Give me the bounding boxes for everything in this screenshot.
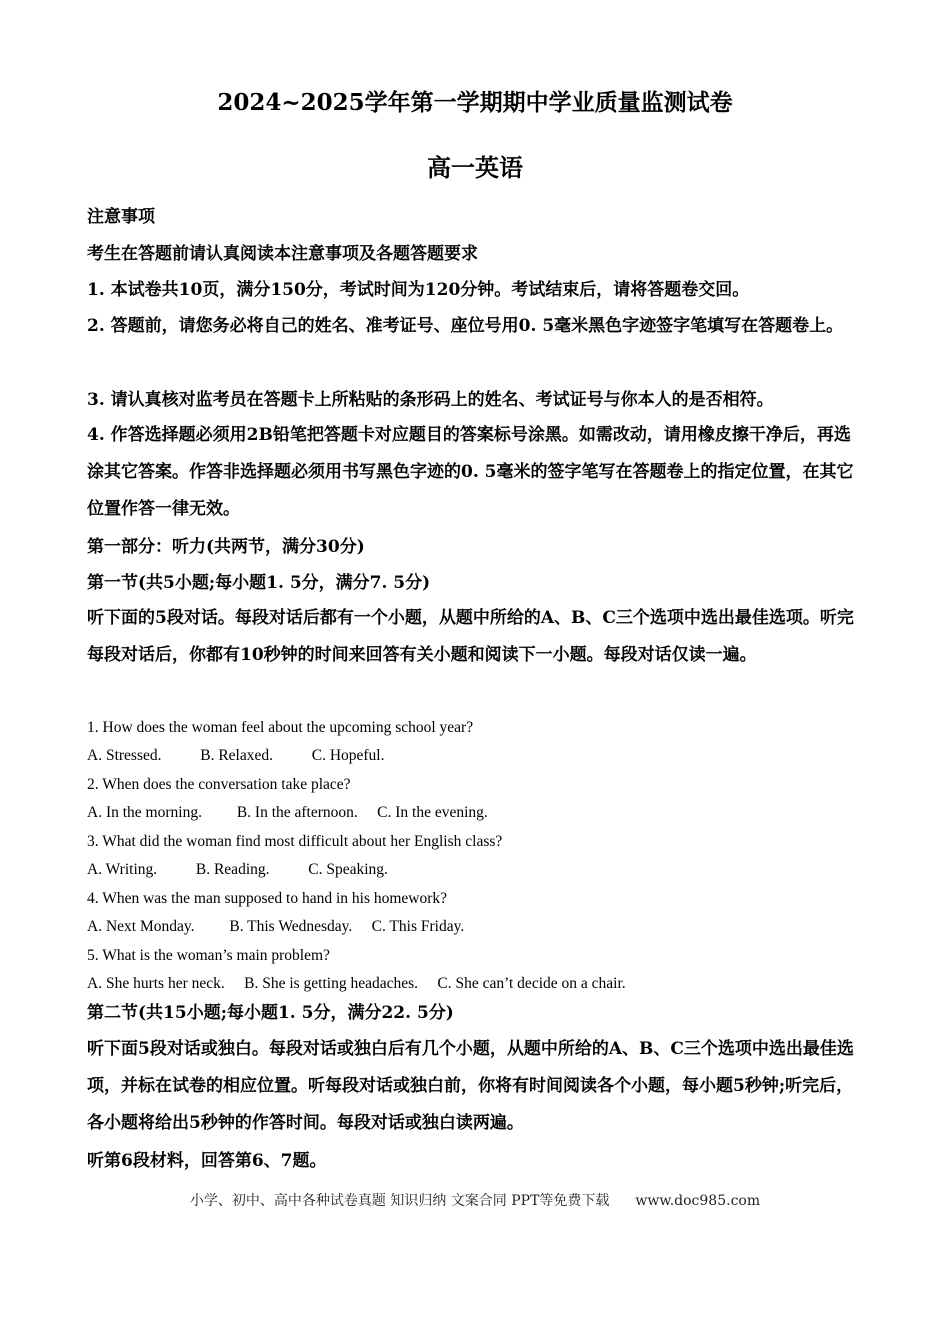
question-1-options: A. Stressed. B. Relaxed. C. Hopeful. xyxy=(87,747,385,764)
question-4-stem: 4. When was the man supposed to hand in his homework? xyxy=(87,890,448,907)
question-3-options: A. Writing. B. Reading. C. Speaking. xyxy=(87,861,388,878)
question-1-stem: 1. How does the woman feel about the upcoming school year? xyxy=(87,719,474,736)
section2-instructions: 听下面5段对话或独白。每段对话或独白后有几个小题，从题中所给的A、B、C三个选项中选出最佳选项，并标在试卷的相应位置。听每段对话或独白前，你将有时间阅读各个小题，每小题5秒钟;听完后，各小题将给出5秒钟的作答时间。每段对话或独白读两遍。 xyxy=(87,1039,854,1133)
question-2-stem: 2. When does the conversation take place? xyxy=(87,776,351,793)
notice-item-2: 2. 答题前，请您务必将自己的姓名、准考证号、座位号用0. 5毫米黑色字迹签字笔填写在答题卷上。 xyxy=(87,316,844,336)
footer-text: 小学、初中、高中各种试卷真题 知识归纳 文案合同 PPT等免费下载 xyxy=(189,1193,610,1209)
notice-item-3: 3. 请认真核对监考员在答题卡上所粘贴的条形码上的姓名、考试证号与你本人的是否相符。 xyxy=(87,390,774,410)
notice-intro: 考生在答题前请认真阅读本注意事项及各题答题要求 xyxy=(87,244,478,264)
question-5-options: A. She hurts her neck. B. She is getting headaches. C. She can’t decide on a chair. xyxy=(87,975,626,992)
exam-title: 2024~2025学年第一学期期中学业质量监测试卷 xyxy=(217,89,733,116)
section1-instructions: 听下面的5段对话。每段对话后都有一个小题，从题中所给的A、B、C三个选项中选出最佳选项。听完每段对话后，你都有10秒钟的时间来回答有关小题和阅读下一小题。每段对话仅读一遍。 xyxy=(87,608,854,665)
exam-subject: 高一英语 xyxy=(427,153,523,182)
section1-heading: 第一节(共5小题;每小题1. 5分，满分7. 5分) xyxy=(87,573,431,593)
notice-item-1: 1. 本试卷共10页，满分150分，考试时间为120分钟。考试结束后，请将答题卷交回。 xyxy=(87,280,750,300)
question-3-stem: 3. What did the woman find most difficult about her English class? xyxy=(87,833,503,850)
notice-heading: 注意事项 xyxy=(87,207,155,227)
part1-heading: 第一部分：听力(共两节，满分30分) xyxy=(87,537,365,557)
footer-url: www.doc985.com xyxy=(635,1193,761,1209)
material-6-note: 听第6段材料，回答第6、7题。 xyxy=(87,1151,327,1171)
question-5-stem: 5. What is the woman’s main problem? xyxy=(87,947,330,964)
page-footer xyxy=(0,1190,950,1210)
section2-heading: 第二节(共15小题;每小题1. 5分，满分22. 5分) xyxy=(87,1003,454,1023)
question-4-options: A. Next Monday. B. This Wednesday. C. This Friday. xyxy=(87,918,465,935)
notice-item-4: 4. 作答选择题必须用2B铅笔把答题卡对应题目的答案标号涂黑。如需改动，请用橡皮擦干净后，再选涂其它答案。作答非选择题必须用书写黑色字迹的0. 5毫米的签字笔写在答题卷上的指定位置，在其它位置作答一律无效。 xyxy=(87,425,854,519)
question-2-options: A. In the morning. B. In the afternoon. C. In the evening. xyxy=(87,804,488,821)
